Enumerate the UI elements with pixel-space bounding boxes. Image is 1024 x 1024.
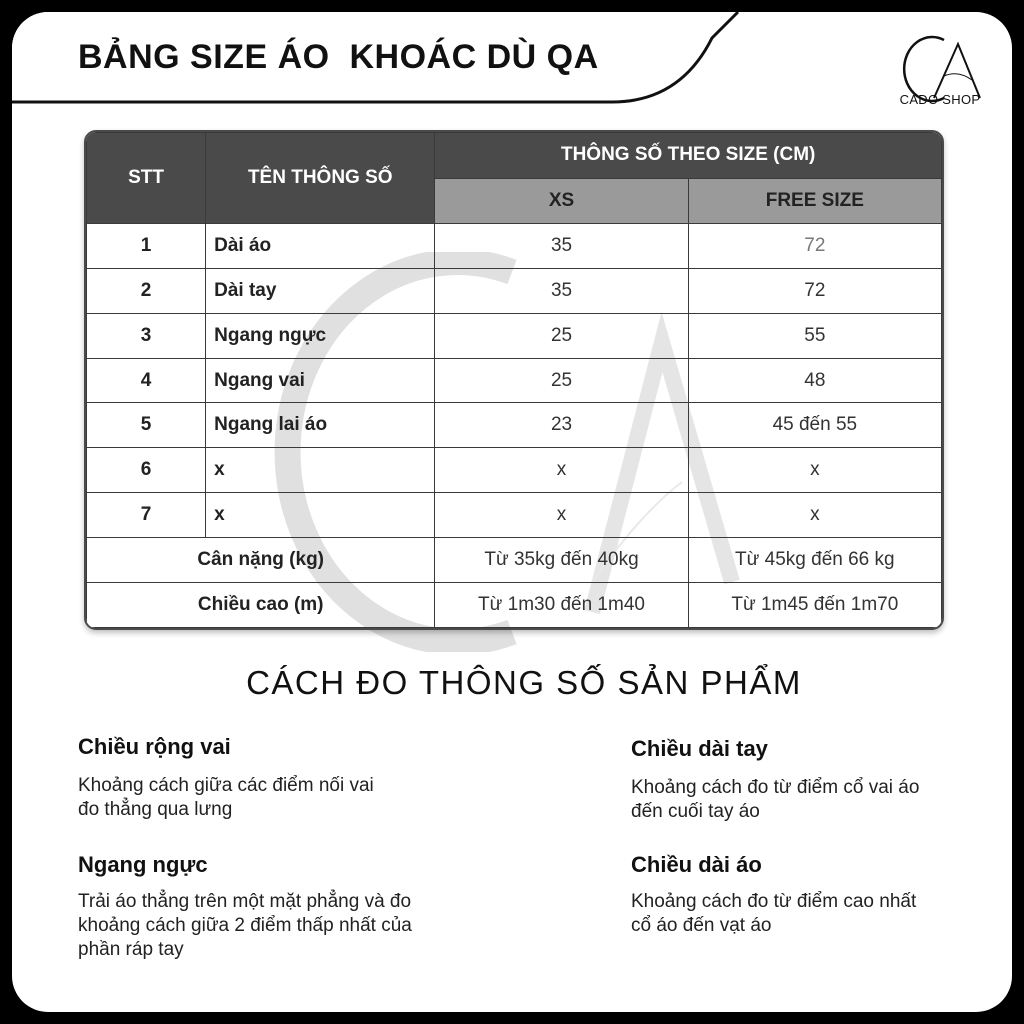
row-stt: 2 xyxy=(87,268,206,313)
title-band xyxy=(12,12,1012,104)
row-xs-value: 35 xyxy=(435,268,688,313)
col-header-xs: XS xyxy=(435,178,688,223)
height-xs-value: Từ 1m30 đến 1m40 xyxy=(435,583,688,628)
row-free-value: 55 xyxy=(688,313,941,358)
table-row xyxy=(87,268,942,313)
col-header-free-size: FREE SIZE xyxy=(688,178,941,223)
row-xs-value: 25 xyxy=(435,313,688,358)
weight-label: Cân nặng (kg) xyxy=(87,538,435,583)
measure-section-title: CÁCH ĐO THÔNG SỐ SẢN PHẨM xyxy=(246,664,802,701)
weight-xs-value: Từ 35kg đến 40kg xyxy=(435,538,688,583)
measure-desc-chest: Trải áo thẳng trên một mặt phẳng và đo khoảng cách giữa 2 điểm thấp nhất của phần ráp tay xyxy=(78,891,412,960)
row-xs-value: 25 xyxy=(435,358,688,403)
cado-logo-icon xyxy=(892,30,1002,130)
measure-desc-sleeve: Khoảng cách đo từ điểm cổ vai áo đến cuối tay áo xyxy=(631,777,920,822)
row-free-value: 48 xyxy=(688,358,941,403)
row-stt: 4 xyxy=(87,358,206,403)
measure-title-length: Chiều dài áo xyxy=(631,852,762,877)
page-title: BẢNG SIZE ÁO KHOÁC DÙ QA xyxy=(78,38,599,76)
weight-free-value: Từ 45kg đến 66 kg xyxy=(688,538,941,583)
height-free-value: Từ 1m45 đến 1m70 xyxy=(688,583,941,628)
row-name: Dài tay xyxy=(206,268,435,313)
height-label: Chiều cao (m) xyxy=(87,583,435,628)
row-name: Ngang ngực xyxy=(206,313,435,358)
row-name: Ngang vai xyxy=(206,358,435,403)
row-xs-value: x xyxy=(435,493,688,538)
row-stt: 6 xyxy=(87,448,206,493)
row-stt: 3 xyxy=(87,313,206,358)
row-name: x xyxy=(206,493,435,538)
row-free-value: x xyxy=(688,493,941,538)
size-table xyxy=(84,130,944,630)
row-stt: 7 xyxy=(87,493,206,538)
shop-name: CADO SHOP xyxy=(899,92,981,107)
col-header-group: THÔNG SỐ THEO SIZE (CM) xyxy=(435,133,942,179)
table-row xyxy=(87,493,942,538)
table-row xyxy=(87,448,942,493)
measure-title-sleeve: Chiều dài tay xyxy=(631,736,768,761)
measure-desc-length: Khoảng cách đo từ điểm cao nhất cổ áo đến vạt áo xyxy=(631,891,917,936)
row-free-value: x xyxy=(688,448,941,493)
col-header-name: TÊN THÔNG SỐ xyxy=(206,133,435,224)
row-name: x xyxy=(206,448,435,493)
row-stt: 1 xyxy=(87,223,206,268)
measure-title-chest: Ngang ngực xyxy=(78,852,208,877)
measure-desc-shoulder: Khoảng cách giữa các điểm nối vai đo thẳng qua lưng xyxy=(78,775,374,820)
row-name: Ngang lai áo xyxy=(206,403,435,448)
table-row xyxy=(87,313,942,358)
row-stt: 5 xyxy=(87,403,206,448)
weight-row xyxy=(87,538,942,583)
row-xs-value: 23 xyxy=(435,403,688,448)
row-free-value: 72 xyxy=(688,268,941,313)
col-header-stt: STT xyxy=(87,133,206,224)
row-free-value: 45 đến 55 xyxy=(688,403,941,448)
table-row xyxy=(87,358,942,403)
row-xs-value: x xyxy=(435,448,688,493)
row-name: Dài áo xyxy=(206,223,435,268)
table-row xyxy=(87,223,942,268)
row-free-value: 72 xyxy=(688,223,941,268)
size-chart-card xyxy=(12,12,1012,1012)
row-xs-value: 35 xyxy=(435,223,688,268)
height-row xyxy=(87,583,942,628)
table-row xyxy=(87,403,942,448)
measure-title-shoulder: Chiều rộng vai xyxy=(78,734,231,759)
